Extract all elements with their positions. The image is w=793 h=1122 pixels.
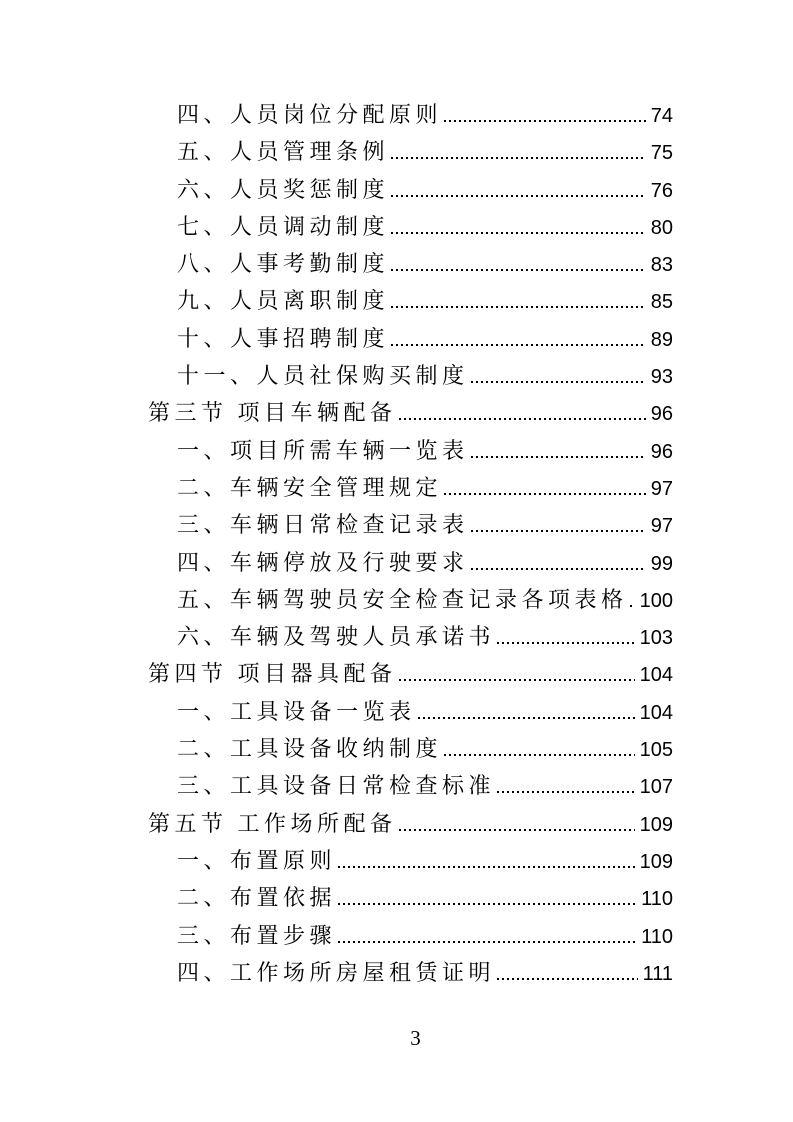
toc-entry-page: 109 xyxy=(639,850,673,873)
toc-entry[interactable] xyxy=(148,245,673,282)
toc-entry-page: 104 xyxy=(639,701,673,724)
toc-entry-page: 89 xyxy=(650,328,673,351)
toc-entry[interactable] xyxy=(148,506,673,543)
toc-entry-page: 99 xyxy=(650,552,673,575)
toc-entry[interactable] xyxy=(148,133,673,170)
toc-entry[interactable] xyxy=(148,171,673,208)
toc-entry-label: 五、车辆驾驶员安全检查记录各项表格 xyxy=(177,586,628,612)
toc-entry[interactable] xyxy=(148,730,673,767)
dot-leader xyxy=(444,754,635,756)
toc-entry[interactable] xyxy=(148,544,673,581)
toc-entry-page: 110 xyxy=(641,888,673,911)
toc-entry-label: 第三节 项目车辆配备 xyxy=(148,400,397,426)
toc-entry-label: 十、人事招聘制度 xyxy=(177,325,390,351)
toc-entry[interactable] xyxy=(148,432,673,469)
toc-entry[interactable] xyxy=(148,954,673,991)
toc-entry-label: 九、人员离职制度 xyxy=(177,288,390,314)
toc-entry-page: 80 xyxy=(650,216,673,239)
toc-entry-label: 四、车辆停放及行驶要求 xyxy=(177,549,469,575)
page-number: 3 xyxy=(410,1026,421,1050)
dot-leader xyxy=(391,269,646,271)
toc-entry[interactable] xyxy=(148,581,673,618)
toc-entry-page: 107 xyxy=(639,776,673,799)
toc-entry-page: 97 xyxy=(650,515,673,538)
dot-leader xyxy=(497,642,635,644)
toc-entry-label: 三、工具设备日常检查标准 xyxy=(177,773,496,799)
toc-entry-label: 六、人员奖惩制度 xyxy=(177,176,390,202)
toc-entry-label: 四、人员岗位分配原则 xyxy=(177,102,443,127)
toc-entry[interactable] xyxy=(148,618,673,655)
toc-entry-page: 104 xyxy=(639,664,673,687)
toc-entry-page: 75 xyxy=(650,142,673,165)
dot-leader xyxy=(391,195,646,197)
toc-entry-page: 103 xyxy=(639,627,673,650)
toc-entry-label: 五、人员管理条例 xyxy=(177,139,390,165)
toc-entry[interactable] xyxy=(148,96,673,133)
dot-leader xyxy=(399,418,646,420)
dot-leader xyxy=(418,717,635,719)
dot-leader xyxy=(497,978,638,980)
toc-entry-label: 二、工具设备收纳制度 xyxy=(177,736,443,762)
dot-leader xyxy=(471,530,646,532)
toc-entry-label: 十一、人员社保购买制度 xyxy=(177,363,469,389)
toc-entry-label: 七、人员调动制度 xyxy=(177,213,390,239)
toc-entry-page: 111 xyxy=(642,962,673,985)
toc-entry-label: 三、布置步骤 xyxy=(177,922,337,948)
toc-entry-page: 96 xyxy=(650,403,673,426)
toc-entry-page: 93 xyxy=(650,366,673,389)
toc-entry-label: 二、车辆安全管理规定 xyxy=(177,474,443,500)
dot-leader xyxy=(444,493,646,495)
dot-leader xyxy=(399,679,635,681)
table-of-contents xyxy=(148,96,673,991)
toc-entry-label: 二、布置依据 xyxy=(177,885,337,911)
toc-entry[interactable] xyxy=(148,469,673,506)
dot-leader xyxy=(391,344,646,346)
toc-entry[interactable] xyxy=(148,693,673,730)
toc-entry-page: 110 xyxy=(641,925,673,948)
toc-entry[interactable] xyxy=(148,208,673,245)
toc-entry-label: 第四节 项目器具配备 xyxy=(148,661,397,687)
toc-entry-page: 96 xyxy=(650,440,673,463)
toc-entry[interactable] xyxy=(148,917,673,954)
toc-entry[interactable] xyxy=(148,282,673,319)
toc-entry[interactable] xyxy=(148,805,673,842)
dot-leader xyxy=(471,568,646,570)
dot-leader xyxy=(497,791,635,793)
toc-entry-label: 一、布置原则 xyxy=(177,847,337,873)
dot-leader xyxy=(391,306,646,308)
toc-entry-page: 105 xyxy=(639,739,673,762)
dot-leader xyxy=(630,605,635,607)
dot-leader xyxy=(399,829,635,831)
toc-entry-page: 85 xyxy=(650,291,673,314)
toc-entry-label: 一、工具设备一览表 xyxy=(177,698,416,724)
toc-entry-label: 八、人事考勤制度 xyxy=(177,251,390,277)
toc-entry-page: 74 xyxy=(650,105,673,127)
toc-entry[interactable] xyxy=(148,357,673,394)
dot-leader xyxy=(391,232,646,234)
toc-entry-page: 97 xyxy=(650,477,673,500)
dot-leader xyxy=(444,120,646,122)
dot-leader xyxy=(338,866,635,868)
toc-entry-label: 四、工作场所房屋租赁证明 xyxy=(177,959,496,985)
dot-leader xyxy=(391,157,646,159)
toc-entry[interactable] xyxy=(148,842,673,879)
toc-entry-page: 100 xyxy=(639,589,673,612)
toc-entry-label: 第五节 工作场所配备 xyxy=(148,810,397,836)
dot-leader xyxy=(471,456,646,458)
toc-entry[interactable] xyxy=(148,320,673,357)
toc-entry-label: 一、项目所需车辆一览表 xyxy=(177,437,469,463)
dot-leader xyxy=(338,941,636,943)
toc-entry[interactable] xyxy=(148,767,673,804)
toc-entry-page: 83 xyxy=(650,254,673,277)
page-footer xyxy=(148,1020,683,1057)
toc-entry[interactable] xyxy=(148,655,673,692)
toc-entry[interactable] xyxy=(148,394,673,431)
dot-leader xyxy=(338,903,636,905)
dot-leader xyxy=(471,381,646,383)
toc-entry-page: 76 xyxy=(650,179,673,202)
toc-entry-page: 109 xyxy=(639,813,673,836)
toc-entry[interactable] xyxy=(148,879,673,916)
toc-entry-label: 三、车辆日常检查记录表 xyxy=(177,512,469,538)
toc-entry-label: 六、车辆及驾驶人员承诺书 xyxy=(177,624,496,650)
